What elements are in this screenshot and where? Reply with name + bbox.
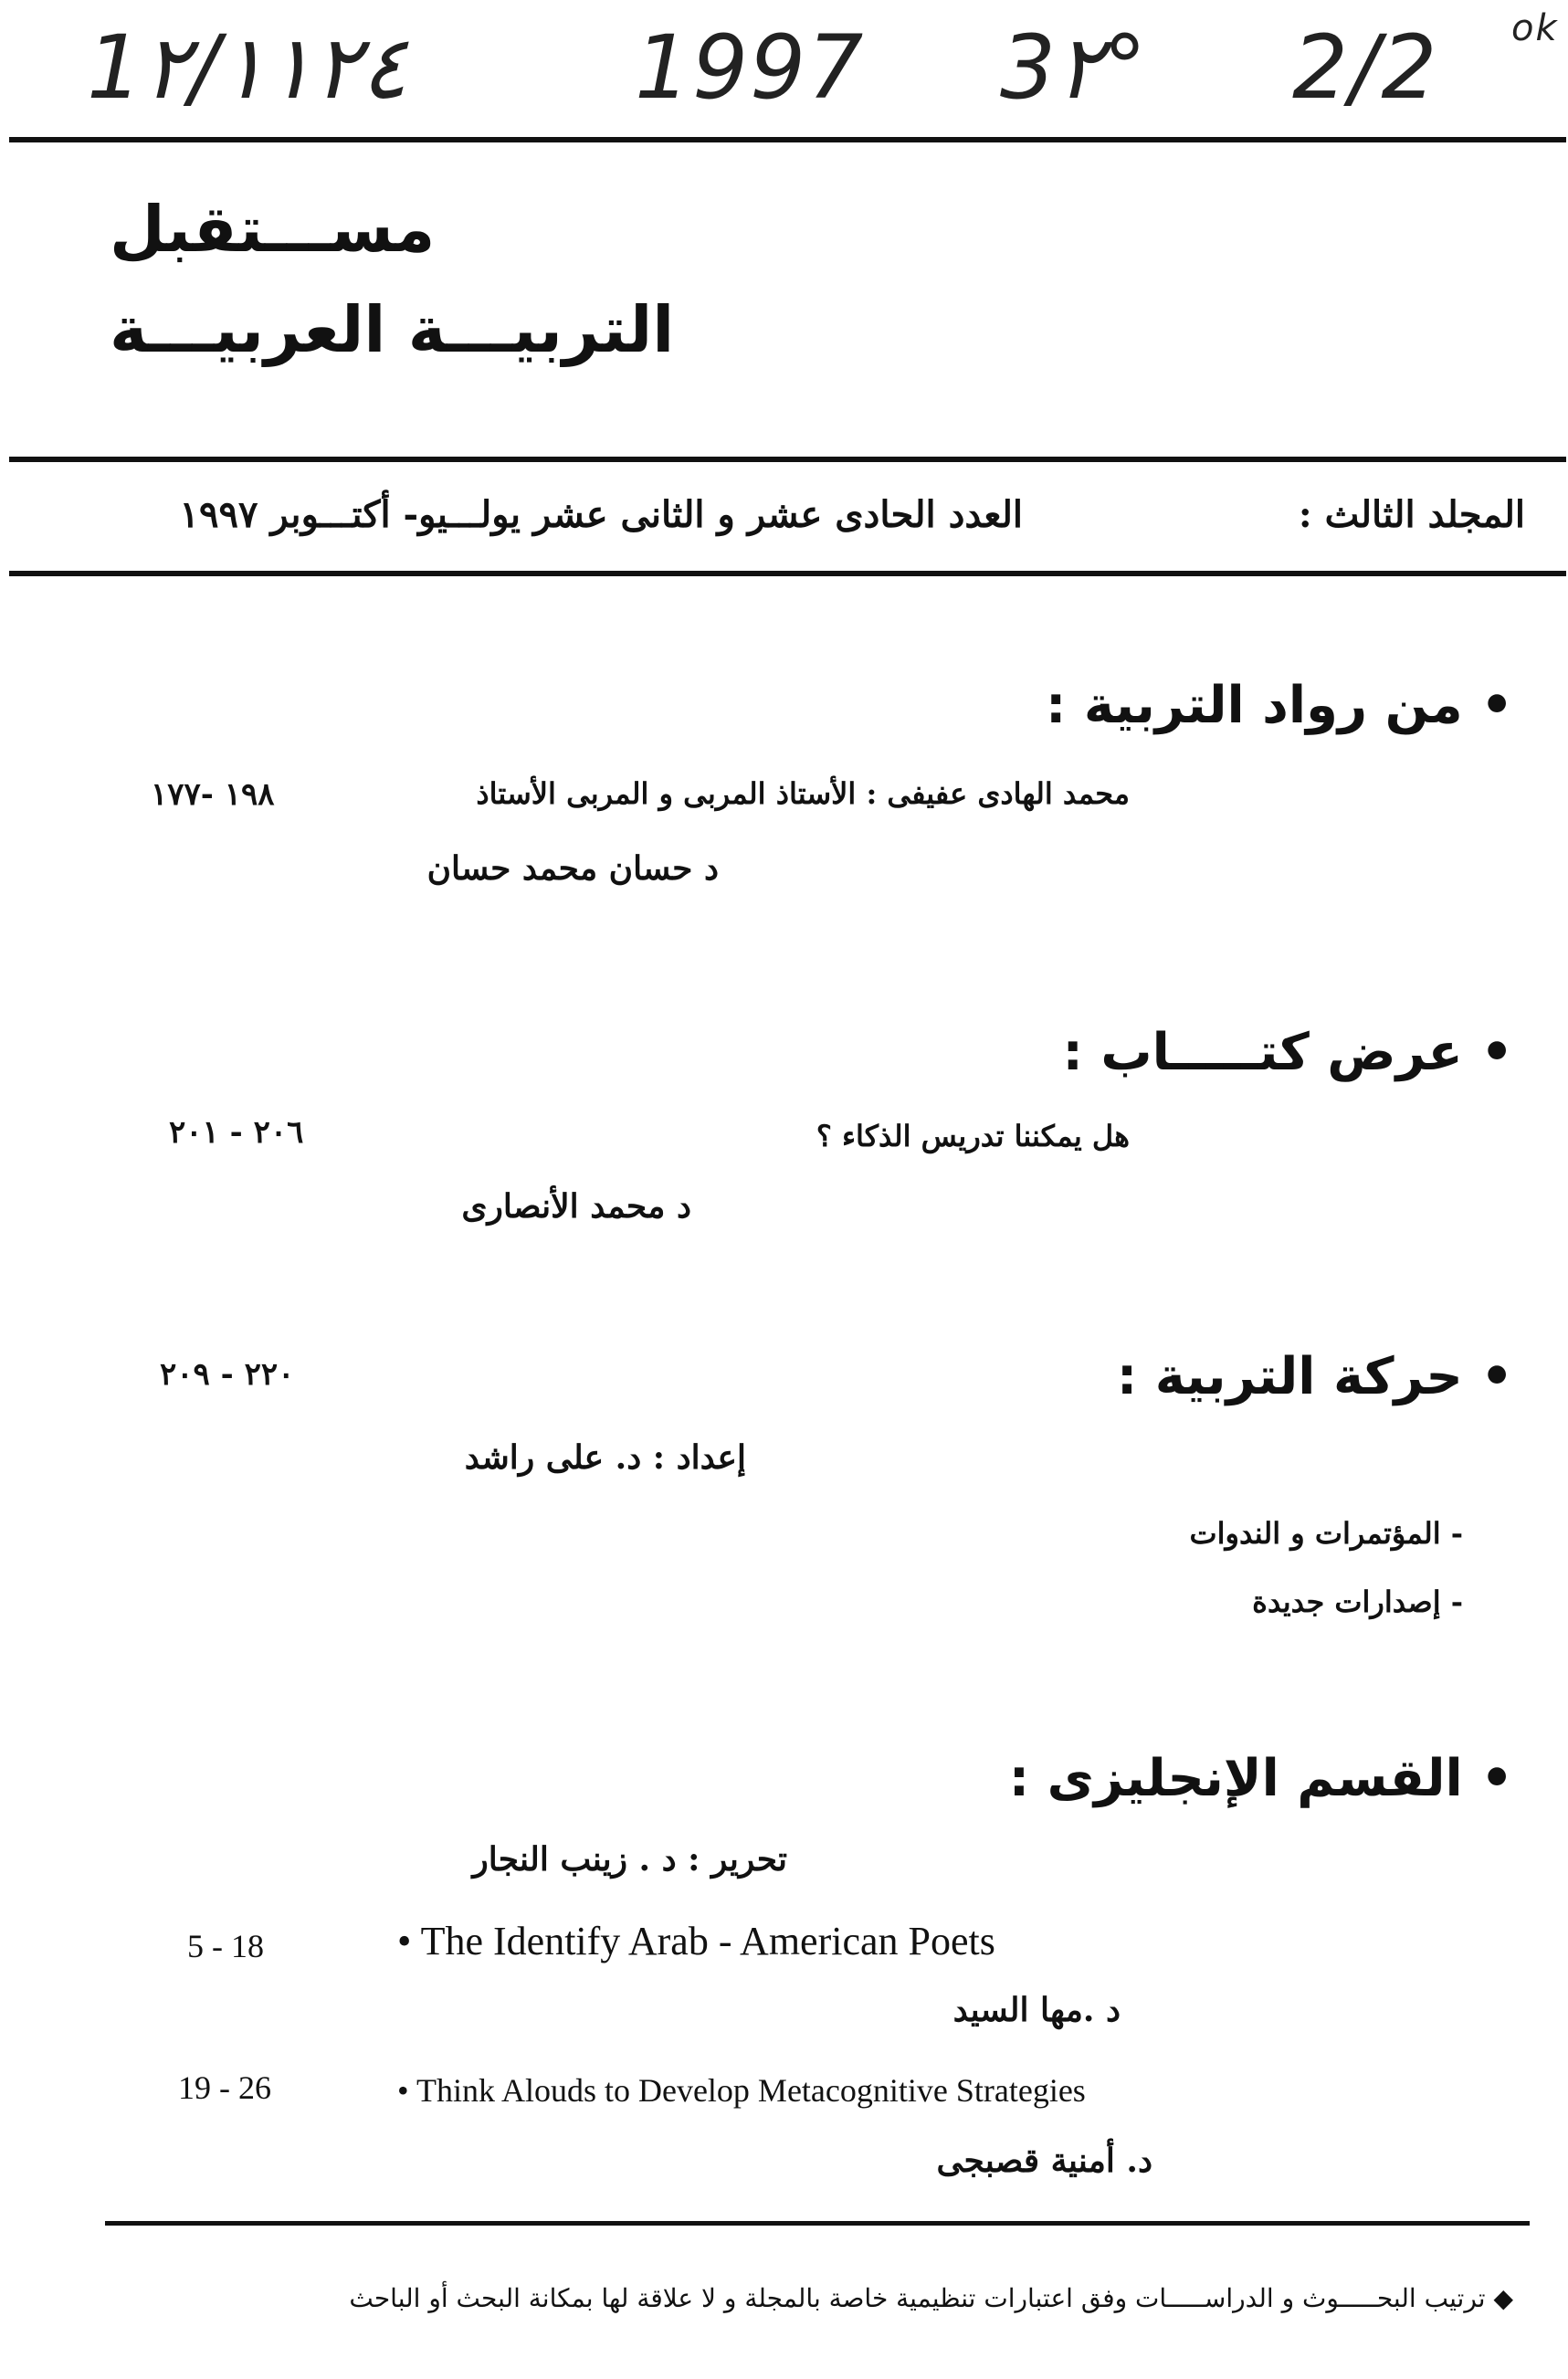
book-review-pages: ٢٠٦ - ٢٠١ (169, 1114, 304, 1151)
handwritten-code: 1٢/١١٢٤ (87, 16, 408, 119)
footer-note: ◆ ترتيب البحـــــوث و الدراســـــات وفق اعتبارات تنظيمية خاصة بالمجلة و لا علاقة لها بمكانة البحث أو الباحث (349, 2283, 1513, 2313)
handwritten-number: 3٢° (1000, 16, 1147, 119)
handwritten-annotation (87, 7, 1559, 126)
pioneers-author: د حسان محمد حسان (426, 849, 719, 888)
handwritten-fraction: 2/2 (1292, 16, 1439, 119)
top-rule (9, 137, 1566, 142)
movement-prepared-by: إعداد : د. على راشد (464, 1438, 746, 1477)
book-review-author: د محمد الأنصارى (461, 1187, 691, 1226)
english-article-2-pages: 19 - 26 (178, 2069, 271, 2106)
issue-line (110, 493, 1525, 566)
book-review-title: هل يمكننا تدريس الذكاء ؟ (816, 1119, 1130, 1153)
masthead-rule-bottom (9, 571, 1566, 576)
pioneers-title: محمد الهادى عفيفى : الأستاذ المربى و المربى الأستاذ (476, 776, 1130, 811)
english-article-1-title: • The Identify Arab - American Poets (397, 1919, 995, 1963)
handwritten-ok-mark: ok (1511, 7, 1559, 49)
footer-rule (105, 2221, 1530, 2226)
english-article-1-author: د .مها السيد (952, 1991, 1121, 2029)
section-english-heading: • القسم الإنجليزى : (1008, 1749, 1513, 1808)
handwritten-year: 1997 (635, 16, 866, 119)
masthead-line-2: التربيـــة العربيـــة (110, 292, 675, 367)
masthead-line-1: مســـتقبل (110, 192, 436, 267)
english-article-2-title: • Think Alouds to Develop Metacognitive Strategies (397, 2072, 1086, 2109)
movement-item-new-publications: - إصدارات جديدة (1252, 1584, 1463, 1619)
masthead-rule-top (9, 457, 1566, 462)
section-book-review-heading: • عرض كتـــــاب : (1062, 1023, 1513, 1082)
movement-pages: ٢٢٠ - ٢٠٩ (160, 1356, 295, 1393)
issue-label: العدد الحادى عشر و الثانى عشر يولـــيو- أكتـــوبر ١٩٩٧ (179, 493, 1023, 536)
section-pioneers-heading: • من رواد التربية : (1046, 676, 1513, 735)
english-editor: تحرير : د . زينب النجار (472, 1840, 787, 1879)
volume-label: المجلد الثالث : (1298, 493, 1525, 536)
english-article-1-pages: 5 - 18 (187, 1928, 264, 1964)
section-movement-heading: • حركة التربية : (1116, 1347, 1513, 1406)
movement-item-conferences: - المؤتمرات و الندوات (1189, 1516, 1463, 1551)
english-article-2-author: د. أمنية قصبجى (936, 2142, 1152, 2180)
pioneers-pages: ١٩٨ -١٧٧ (151, 776, 275, 813)
